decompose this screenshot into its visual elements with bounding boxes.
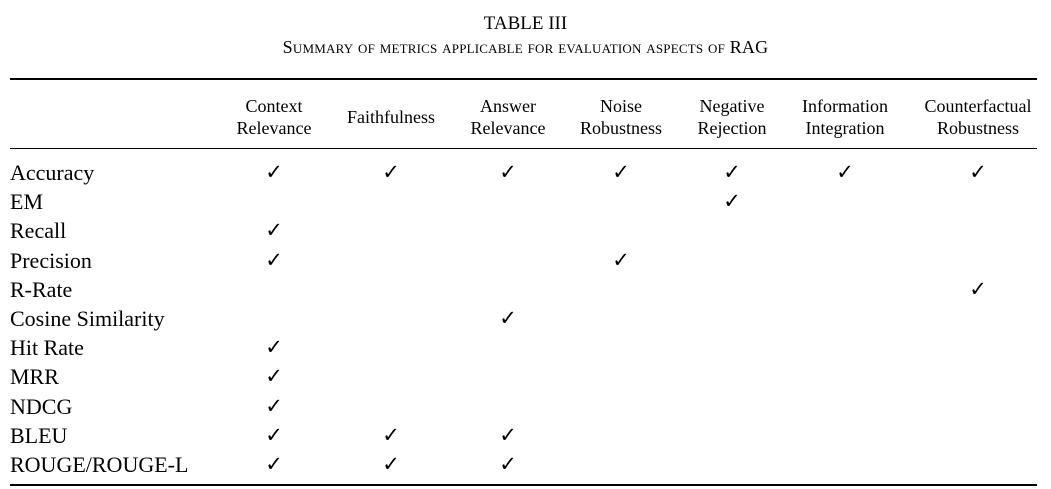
column-header-line: Answer — [479, 96, 536, 116]
metric-label: Accuracy — [10, 160, 95, 185]
column-header-line: Negative — [699, 96, 765, 116]
check-mark-icon: ✓ — [499, 160, 517, 184]
header-rule — [10, 148, 1037, 149]
metric-label: Cosine Similarity — [10, 306, 165, 331]
metric-label: R-Rate — [10, 276, 73, 302]
check-mark-icon: ✓ — [612, 247, 630, 272]
metric-label: NDCG — [10, 393, 73, 419]
check-mark-icon: ✓ — [969, 160, 987, 184]
check-mark-icon: ✓ — [265, 335, 283, 360]
column-header-negative-rejection — [698, 94, 767, 140]
column-header-faithfulness — [347, 94, 435, 140]
metric-label: EM — [10, 189, 43, 215]
column-header-line: Context — [245, 96, 303, 116]
check-mark-icon: ✓ — [265, 160, 283, 184]
top-rule — [10, 78, 1037, 80]
table-row — [0, 304, 1051, 333]
check-mark-icon: ✓ — [265, 393, 283, 418]
check-mark-icon: ✓ — [265, 364, 283, 389]
table-row — [0, 362, 1051, 391]
check-mark-icon: ✓ — [612, 160, 630, 184]
column-header-line: Faithfulness — [347, 107, 435, 127]
column-header-line: Integration — [805, 118, 885, 138]
metric-label: Hit Rate — [10, 335, 84, 361]
metric-label: MRR — [10, 364, 59, 390]
check-mark-icon: ✓ — [969, 276, 987, 301]
check-mark-icon: ✓ — [382, 452, 400, 476]
column-header-line: Information — [802, 96, 888, 116]
check-mark-icon: ✓ — [499, 422, 517, 447]
table-title: Summary of metrics applicable for evaluation aspects of RAG — [282, 37, 769, 57]
table-row — [0, 275, 1051, 304]
column-header-context-relevance — [237, 94, 312, 140]
table-row — [0, 187, 1051, 216]
check-mark-icon: ✓ — [836, 160, 854, 184]
column-header-answer-relevance — [471, 94, 546, 140]
metric-label: Recall — [10, 218, 67, 244]
table-row — [0, 333, 1051, 362]
metric-label: Precision — [10, 247, 92, 273]
metric-label: ROUGE/ROUGE-L — [10, 452, 189, 477]
column-header-line: Robustness — [936, 118, 1019, 138]
column-header-counterfactual-robustness — [925, 94, 1032, 140]
column-header-noise-robustness — [580, 94, 662, 140]
bottom-rule — [10, 484, 1037, 486]
metric-label: BLEU — [10, 422, 68, 448]
check-mark-icon: ✓ — [723, 160, 741, 184]
column-header-line: Robustness — [579, 118, 663, 138]
table-row — [0, 392, 1051, 421]
column-header-information-integration — [802, 94, 888, 140]
table-row — [0, 421, 1051, 450]
column-header-line: Rejection — [697, 118, 767, 138]
check-mark-icon: ✓ — [499, 306, 517, 330]
check-mark-icon: ✓ — [382, 422, 400, 447]
table-row — [0, 450, 1051, 479]
table-row — [0, 216, 1051, 245]
check-mark-icon: ✓ — [723, 189, 741, 214]
check-mark-icon: ✓ — [382, 160, 400, 184]
column-header-line: Relevance — [470, 118, 546, 138]
check-mark-icon: ✓ — [265, 247, 283, 272]
table-number: TABLE III — [483, 13, 568, 34]
check-mark-icon: ✓ — [265, 422, 283, 447]
column-header-line: Counterfactual — [924, 96, 1032, 116]
table-row — [0, 246, 1051, 275]
column-header-line: Noise — [599, 96, 642, 116]
column-header-line: Relevance — [236, 118, 312, 138]
check-mark-icon: ✓ — [265, 218, 283, 243]
check-mark-icon: ✓ — [499, 452, 517, 476]
check-mark-icon: ✓ — [265, 452, 283, 476]
table-row — [0, 158, 1051, 187]
